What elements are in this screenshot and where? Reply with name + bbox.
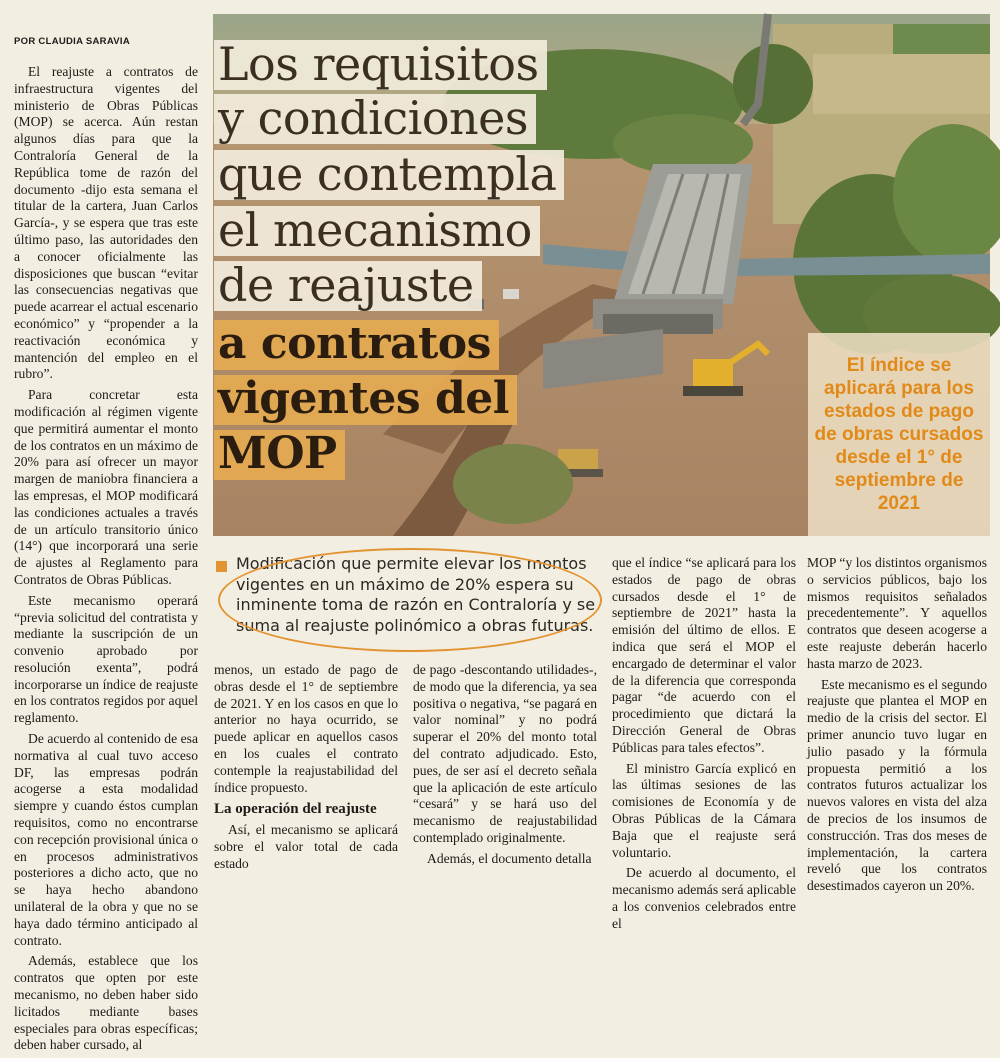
headline-bold-line-3: MOP [214,430,345,480]
square-bullet-icon [216,561,227,572]
paragraph: de pago -descontando utilidades-, de modo que la diferencia, ya sea positiva o negativa, “se pagará en valor nominal” y no podrá superar el 20% del monto total del contrato adjudicado. Esto, pues, de ser así el decreto señala que la aplicación de este artículo “cesará” y se hará uso del mecanismo de reajustabilidad contemplado originalmente. [413,662,597,845]
headline-line-2: y condiciones [214,94,536,144]
paragraph: Además, el documento detalla [427,850,592,866]
highlight-text: El índice se aplicará para los estados de pago de obras cursados desde el 1° de septiembre de 2021 [814,355,984,514]
headline-bold-line-2: vigentes del [214,375,517,425]
paragraph: De acuerdo al contenido de esa normativa al cual tuvo acceso DF, las empresas podrán acogerse a esta modalidad siempre y cuando éstos cumplan requisitos, como no encontrarse con recepción provisional única o en procesos administrativos posteriores a dicho acto, que no se haya hecho abandono unilateral de la obra y que no se haya dado término anticipado al contrato. [14,731,198,948]
pull-quote [214,552,602,652]
headline-line-3: que contempla [214,150,564,200]
paragraph: MOP “y los distintos organismos o servicios públicos, bajo los mismos requisitos señalados precedentemente”. Y aquellos contratos que deseen acogerse a este reajuste deberán hacerlo hasta marzo de 2023. [807,555,987,671]
paragraph: Para concretar esta modificación al régimen vigente que permitirá aumentar el monto de los contratos en un máximo de 20% para así ofrecer un mayor margen de maniobra financiera a las empresas, el MOP modificará las condiciones actuales a través de un artículo transitorio único (14°) que incorporará una serie de ajustes al Reglamento para Contratos de Obras Públicas. [14,387,198,587]
article-column-1 [14,64,198,1058]
paragraph: menos, un estado de pago de obras desde el 1° de septiembre de 2021. Y en los casos en que lo anterior no haya ocurrido, se puede aplicar en aquellos casos en los cuales el contrato contemple la reajustabilidad del índice propuesto. [214,662,398,795]
paragraph: que el índice “se aplicará para los estados de pago de obras cursados desde el 1° de septiembre de 2021” hasta la emisión del último de ellos. E indica que será el MOP el encargado de determinar el valor de la diferencia que corresponda pagar “de acuerdo con el procedimiento que dictará la Dirección General de Obras Públicas para tales efectos”. [612,555,796,755]
paragraph: De acuerdo al documento, el mecanismo además será aplicable a los convenios celebrados entre el [612,865,796,931]
paragraph: Además, establece que los contratos que opten por este mecanismo, no deben haber sido licitados mediante bases especiales para obras específicas; deben haber cursado, al [14,953,198,1053]
headline-line-5: de reajuste [214,261,482,311]
article-column-2 [214,662,398,877]
paragraph: Este mecanismo operará “previa solicitud del contratista y mediante la suscripción de un convenio aprobado por resolución exenta”, podrá incorporarse un índice de reajuste en los contratos regidos por aquel reglamento. [14,592,198,726]
paragraph: El reajuste a contratos de infraestructura vigentes del ministerio de Obras Públicas (MOP) se acerca. Aún restan algunos días para que la Contraloría General de la República tome de razón del documento -dijo esta semana el titular de la cartera, Juan Carlos García-, y se espera que tras este último paso, las autoridades den a conocer oficialmente las disposiciones que buscan “evitar las consecuencias negativas que puede acarrear el actual escenario económico” y “propender a la reactivación económica y mantención del empleo en el rubro”. [14,64,198,382]
article-column-4 [612,555,796,937]
paragraph: Este mecanismo es el segundo reajuste que plantea el MOP en medio de la crisis del sector. El primer anuncio tuvo lugar en julio pasado y la fórmula propuesta permitió a los contratos futuros actualizar los nuevos valores en vista del alza de precios de los insumos de construcción. Tras dos meses de implementación, la cartera reveló que los contratos desestimados cayeron un 20%. [807,676,987,894]
paragraph: El ministro García explicó en las últimas sesiones de las comisiones de Economía y de Obras Públicas de la Cámara Baja que el reajuste será voluntario. [612,760,796,860]
highlight-box [808,333,990,536]
headline-line-4: el mecanismo [214,206,540,256]
article-column-3 [413,662,597,872]
section-subhead: La operación del reajuste [214,801,377,818]
headline-line-1: Los requisitos [214,40,547,90]
headline-bold-line-1: a contratos [214,320,499,370]
paragraph: Así, el mecanismo se aplicará sobre el valor total de cada estado [214,822,398,871]
pull-quote-text: Modificación que permite elevar los montos vigentes en un máximo de 20% espera su inminente toma de razón en Contraloría y se suma al reajuste polinómico a obras futuras. [236,554,596,635]
byline: POR CLAUDIA SARAVIA [14,36,131,47]
article-column-5 [807,555,987,899]
